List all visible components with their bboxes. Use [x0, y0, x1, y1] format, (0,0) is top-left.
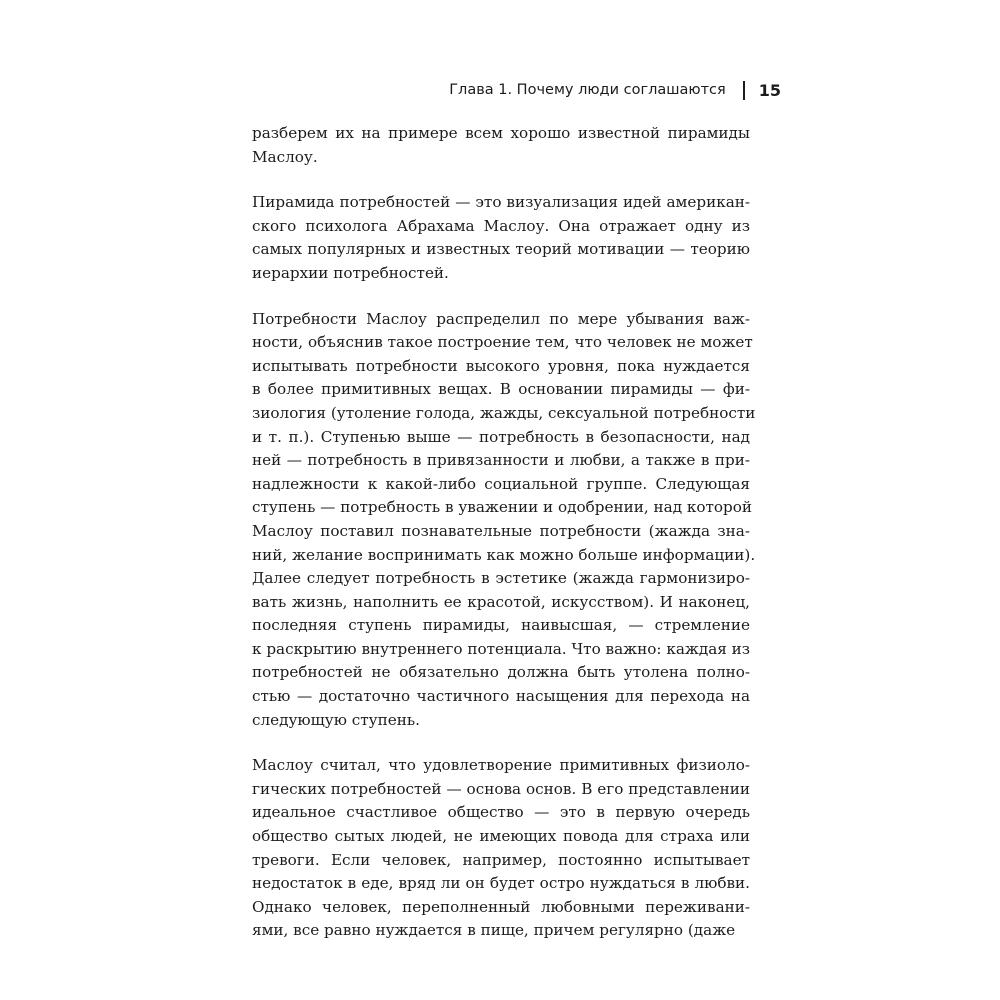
text-line: самых популярных и известных теорий мотивации — теорию — [252, 240, 750, 259]
text-line: ний, желание воспринимать как можно больше информации). — [252, 545, 756, 564]
text-line: общество сытых людей, не имеющих повода для страха или — [252, 827, 750, 846]
body-text — [252, 122, 756, 943]
text-line: Далее следует потребность в эстетике (жажда гармонизиро- — [252, 569, 750, 588]
text-line: Пирамида потребностей — это визуализация идей американ- — [252, 193, 750, 212]
chapter-title: Глава 1. Почему люди соглашаются — [449, 82, 726, 98]
page-number: 15 — [758, 80, 781, 100]
text-line: испытывать потребности высокого уровня, пока нуждается — [252, 356, 750, 375]
running-header — [449, 77, 781, 103]
text-line: последняя ступень пирамиды, наивысшая, — стремление — [252, 616, 750, 635]
text-line: Маслоу считал, что удовлетворение примитивных физиоло- — [252, 756, 750, 775]
text-line: разберем их на примере всем хорошо известной пирамиды — [252, 124, 750, 142]
text-line: недостаток в еде, вряд ли он будет остро нуждаться в любви. — [252, 874, 750, 893]
text-line: и т. п.). Ступенью выше — потребность в безопасности, над — [252, 427, 750, 446]
text-line: тревоги. Если человек, например, постоянно испытывает — [252, 850, 750, 869]
text-line: зиология (утоление голода, жажды, сексуальной потребности — [252, 403, 756, 422]
text-line: идеальное счастливое общество — это в первую очередь — [252, 803, 750, 822]
text-line: ского психолога Абрахама Маслоу. Она отражает одну из — [252, 216, 750, 235]
text-line: ней — потребность в привязанности и любви, а также в при- — [252, 451, 750, 470]
header-divider — [743, 81, 745, 100]
text-line: стью — достаточно частичного насыщения для перехода на — [252, 687, 750, 706]
text-line: к раскрытию внутреннего потенциала. Что важно: каждая из — [252, 639, 751, 658]
text-line: ности, объяснив такое построение тем, что человек не может — [252, 333, 753, 352]
paragraph — [252, 122, 750, 169]
text-line: Однако человек, переполненный любовными переживани- — [252, 897, 750, 916]
text-line: гических потребностей — основа основ. В его представлении — [252, 779, 750, 798]
paragraph-gap — [252, 169, 750, 191]
text-line: вать жизнь, наполнить ее красотой, искусством). И наконец, — [252, 592, 750, 611]
paragraph-gap — [252, 732, 750, 754]
text-line: потребностей не обязательно должна быть утолена полно- — [252, 663, 750, 682]
paragraph — [252, 191, 750, 285]
text-line: следующую ступень. — [252, 710, 420, 729]
text-line: Маслоу. — [252, 147, 318, 166]
paragraph — [252, 754, 750, 943]
text-line: Потребности Маслоу распределил по мере убывания важ- — [252, 309, 750, 328]
text-line: ями, все равно нуждается в пище, причем регулярно (даже — [252, 921, 736, 940]
text-line: надлежности к какой-либо социальной группе. Следующая — [252, 474, 750, 493]
paragraph-gap — [252, 286, 750, 308]
text-line: иерархии потребностей. — [252, 263, 449, 282]
text-line: Маслоу поставил познавательные потребности (жажда зна- — [252, 521, 750, 540]
text-line: ступень — потребность в уважении и одобрении, над которой — [252, 498, 753, 517]
paragraph — [252, 308, 756, 733]
text-line: в более примитивных вещах. В основании пирамиды — фи- — [252, 380, 750, 399]
